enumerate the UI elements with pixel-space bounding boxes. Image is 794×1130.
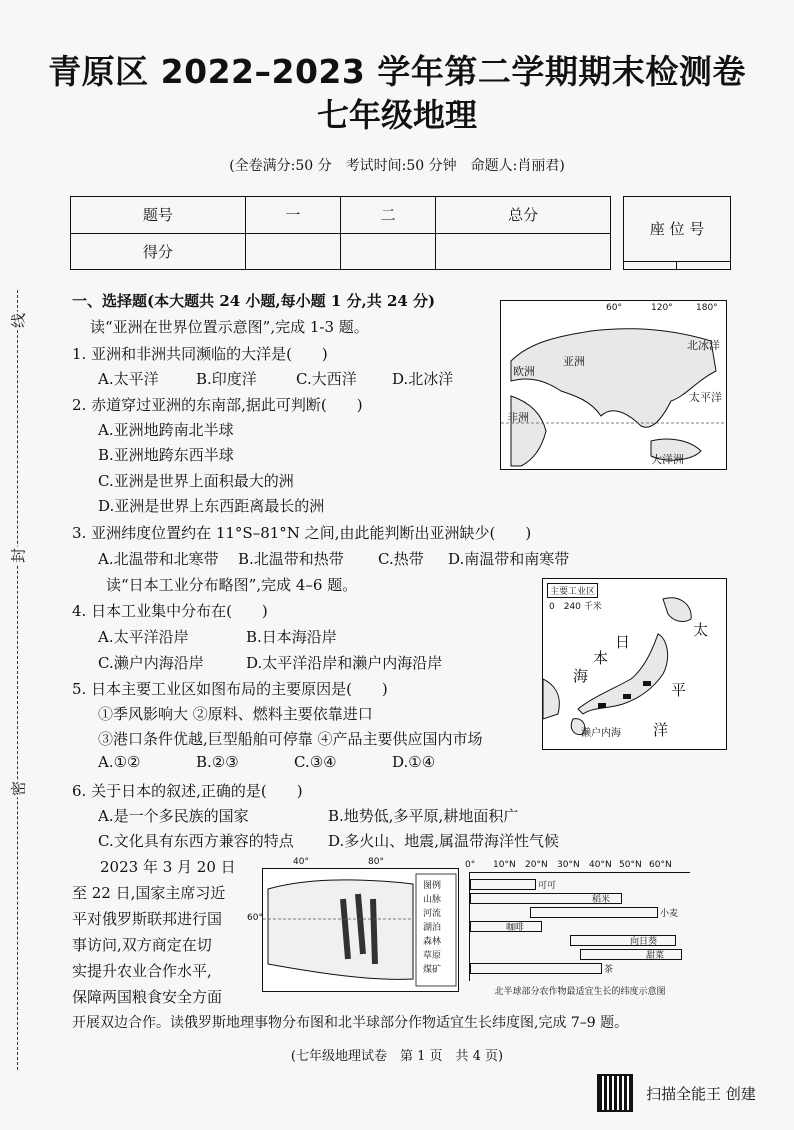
scanner-text: 扫描全能王 创建 bbox=[646, 1084, 756, 1103]
axis-tick: 60°N bbox=[649, 860, 672, 870]
crop-bar bbox=[570, 935, 676, 946]
q4-option-c: C.濑户内海沿岸 bbox=[98, 654, 204, 672]
para-line: 平对俄罗斯联邦进行国 bbox=[72, 910, 223, 928]
seat-number-box bbox=[623, 196, 731, 270]
question-3: 3. 亚洲纬度位置约在 11°S–81°N 之间,由此能判断出亚洲缺少( ) bbox=[72, 524, 532, 542]
label-europe: 欧洲 bbox=[513, 365, 535, 378]
seat-cell bbox=[677, 261, 731, 269]
crop-bar bbox=[580, 949, 682, 960]
para-line: 实提升农业合作水平, bbox=[72, 962, 212, 980]
question-5: 5. 日本主要工业区如图布局的主要原因是( ) bbox=[72, 680, 388, 698]
crop-bar bbox=[470, 879, 536, 890]
lat-label: 60° bbox=[247, 913, 263, 923]
label-ben: 本 bbox=[593, 649, 609, 667]
para-line: 至 22 日,国家主席习近 bbox=[72, 884, 226, 902]
label-hai: 海 bbox=[573, 667, 589, 685]
label-africa: 非洲 bbox=[507, 411, 529, 424]
axis-tick: 0° bbox=[465, 860, 476, 870]
q4-option-d: D.太平洋沿岸和濑户内海沿岸 bbox=[246, 654, 443, 672]
q5-option-a: A.①② bbox=[98, 753, 141, 771]
scanner-watermark bbox=[597, 1074, 756, 1112]
legend-industry: 主要工业区 bbox=[547, 583, 598, 598]
q6-option-c: C.文化具有东西方兼容的特点 bbox=[98, 832, 294, 850]
crop-label: 茶 bbox=[604, 965, 614, 975]
q3-option-c: C.热带 bbox=[378, 550, 424, 568]
page-footer: (七年级地理试卷 第 1 页 共 4 页) bbox=[290, 1049, 504, 1064]
q6-option-a: A.是一个多民族的国家 bbox=[98, 807, 249, 825]
score-cell bbox=[436, 233, 611, 270]
score-header-cell: 总分 bbox=[436, 197, 611, 234]
binding-dashed-line bbox=[17, 290, 18, 1070]
asia-map-drawing bbox=[501, 301, 726, 469]
intro-asia: 读“亚洲在世界位置示意图”,完成 1-3 题。 bbox=[90, 318, 369, 336]
crop-chart-caption: 北半球部分农作物最适宜生长的纬度示意图 bbox=[494, 987, 666, 997]
legend-scale: 0 240 千米 bbox=[549, 602, 602, 612]
para-line: 2023 年 3 月 20 日 bbox=[100, 858, 236, 876]
crop-label: 甜菜 bbox=[646, 951, 665, 961]
legend-item: 煤矿 bbox=[423, 965, 442, 975]
q1-option-c: C.大西洋 bbox=[296, 370, 357, 388]
q5-statements-1: ①季风影响大 ②原料、燃料主要依靠进口 bbox=[98, 705, 373, 723]
q5-option-c: C.③④ bbox=[294, 753, 337, 771]
binding-margin bbox=[9, 290, 27, 1130]
q2-option-a: A.亚洲地跨南北半球 bbox=[98, 421, 234, 439]
asia-location-map bbox=[500, 300, 727, 470]
score-cell bbox=[245, 233, 340, 270]
intro-japan: 读“日本工业分布略图”,完成 4–6 题。 bbox=[106, 576, 358, 594]
q6-option-d: D.多火山、地震,属温带海洋性气候 bbox=[328, 832, 560, 850]
question-6: 6. 关于日本的叙述,正确的是( ) bbox=[72, 782, 303, 800]
question-4: 4. 日本工业集中分布在( ) bbox=[72, 602, 268, 620]
para-last-line: 开展双边合作。读俄罗斯地理事物分布图和北半球部分作物适宜生长纬度图,完成 7–9 题。 bbox=[72, 1015, 629, 1031]
label-seto: 濑户内海 bbox=[581, 728, 621, 739]
label-ping: 平 bbox=[671, 681, 687, 699]
qr-code-icon bbox=[597, 1074, 633, 1112]
russia-geography-map bbox=[247, 857, 459, 992]
crop-label: 咖啡 bbox=[506, 923, 525, 933]
score-table bbox=[70, 196, 611, 270]
axis-tick: 50°N bbox=[619, 860, 642, 870]
q2-option-c: C.亚洲是世界上面积最大的洲 bbox=[98, 472, 294, 490]
q1-option-d: D.北冰洋 bbox=[392, 370, 454, 388]
q2-option-b: B.亚洲地跨东西半球 bbox=[98, 446, 234, 464]
axis-tick: 20°N bbox=[525, 860, 548, 870]
label-ri: 日 bbox=[615, 633, 631, 651]
q1-option-b: B.印度洋 bbox=[196, 370, 257, 388]
q4-option-b: B.日本海沿岸 bbox=[246, 628, 337, 646]
lat-label: 80° bbox=[368, 857, 384, 867]
axis-tick: 10°N bbox=[493, 860, 516, 870]
label-asia: 亚洲 bbox=[563, 355, 585, 368]
label-pacific: 太平洋 bbox=[689, 391, 722, 404]
seat-cell bbox=[624, 261, 677, 269]
legend-item: 湖泊 bbox=[423, 923, 442, 933]
legend-item: 草原 bbox=[423, 951, 442, 961]
score-cell bbox=[340, 233, 435, 270]
russia-legend bbox=[423, 879, 441, 977]
axis-tick: 30°N bbox=[557, 860, 580, 870]
para-line: 保障两国粮食安全方面 bbox=[72, 988, 223, 1006]
japan-industry-map bbox=[542, 578, 727, 750]
legend-item: 图例 bbox=[423, 881, 442, 891]
q5-option-b: B.②③ bbox=[196, 753, 239, 771]
crop-label: 向日葵 bbox=[630, 937, 658, 947]
score-header-cell: 二 bbox=[340, 197, 435, 234]
crop-label: 小麦 bbox=[660, 909, 679, 919]
legend-item: 山脉 bbox=[423, 895, 442, 905]
crop-label: 稻米 bbox=[592, 895, 611, 905]
question-2: 2. 赤道穿过亚洲的东南部,据此可判断( ) bbox=[72, 396, 363, 414]
q4-option-a: A.太平洋沿岸 bbox=[98, 628, 189, 646]
seat-label: 座 位 号 bbox=[624, 197, 731, 262]
label-oceania: 大洋洲 bbox=[651, 453, 684, 466]
binding-char-mi: 密 bbox=[9, 781, 28, 797]
label-arctic: 北冰洋 bbox=[687, 339, 720, 352]
q5-statements-2: ③港口条件优越,巨型船舶可停靠 ④产品主要供应国内市场 bbox=[98, 730, 483, 748]
q5-option-d: D.①④ bbox=[392, 753, 436, 771]
legend-item: 河流 bbox=[423, 909, 442, 919]
question-1: 1. 亚洲和非洲共同濒临的大洋是( ) bbox=[72, 345, 328, 363]
label-tai: 太 bbox=[693, 621, 709, 639]
section-heading: 一、选择题(本大题共 24 小题,每小题 1 分,共 24 分) bbox=[72, 292, 436, 310]
binding-char-xian: 线 bbox=[9, 313, 28, 329]
crop-bar bbox=[530, 907, 658, 918]
exam-title: 青原区 2022–2023 学年第二学期期末检测卷 bbox=[48, 52, 746, 91]
exam-info: (全卷满分:50 分 考试时间:50 分钟 命题人:肖丽君) bbox=[229, 158, 565, 174]
binding-char-feng: 封 bbox=[9, 548, 28, 564]
q1-option-a: A.太平洋 bbox=[98, 370, 159, 388]
score-header-cell: 一 bbox=[245, 197, 340, 234]
q6-option-b: B.地势低,多平原,耕地面积广 bbox=[328, 807, 519, 825]
legend-item: 森林 bbox=[423, 937, 442, 947]
score-header-cell: 题号 bbox=[71, 197, 246, 234]
exam-subtitle: 七年级地理 bbox=[316, 96, 477, 134]
score-row-label: 得分 bbox=[71, 233, 246, 270]
label-yang: 洋 bbox=[653, 721, 669, 739]
lon-label: 120° bbox=[651, 303, 673, 313]
q3-option-a: A.北温带和北寒带 bbox=[98, 550, 219, 568]
q3-option-b: B.北温带和热带 bbox=[238, 550, 344, 568]
crop-bar bbox=[470, 963, 602, 974]
lat-label: 40° bbox=[293, 857, 309, 867]
para-line: 事访问,双方商定在切 bbox=[72, 936, 212, 954]
q2-option-d: D.亚洲是世界上东西距离最长的洲 bbox=[98, 497, 325, 515]
crop-label: 可可 bbox=[538, 881, 557, 891]
lon-label: 60° bbox=[606, 303, 622, 313]
crop-plot-area bbox=[469, 872, 690, 981]
q3-option-d: D.南温带和南寒带 bbox=[448, 550, 570, 568]
lon-label: 180° bbox=[696, 303, 718, 313]
axis-tick: 40°N bbox=[589, 860, 612, 870]
crop-latitude-chart bbox=[465, 860, 695, 1000]
